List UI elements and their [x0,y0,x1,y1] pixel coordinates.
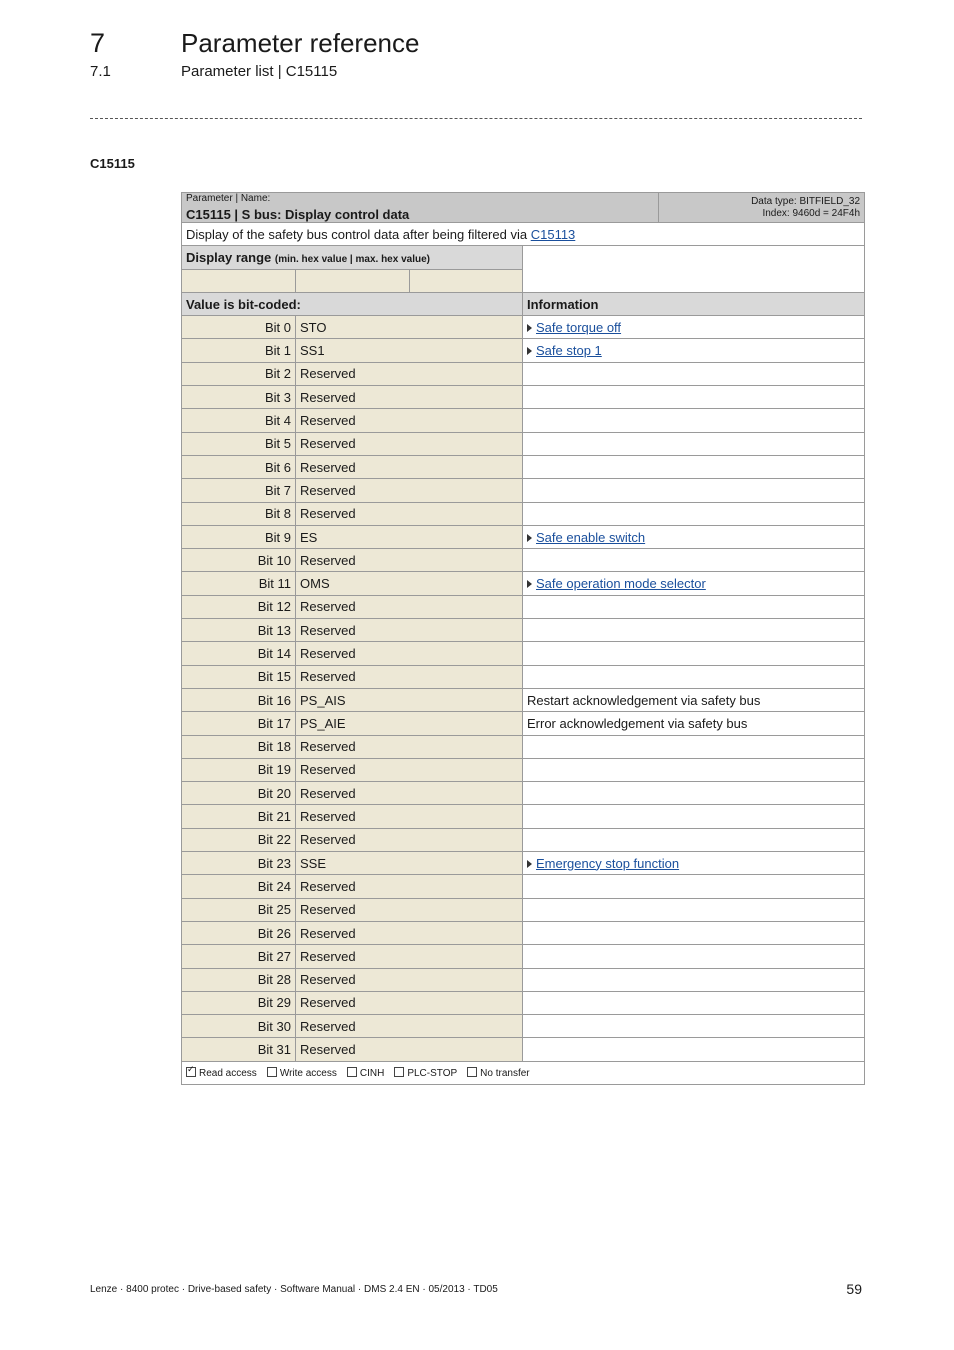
bit-information [523,805,865,828]
access-item [394,1068,457,1079]
bit-number: Bit 14 [182,642,296,665]
bit-number: Bit 12 [182,595,296,618]
bit-name: Reserved [296,665,523,688]
bit-number: Bit 9 [182,525,296,548]
access-label: CINH [359,1067,385,1079]
table-row [182,549,865,572]
table-row [182,968,865,991]
info-link[interactable]: Safe enable switch [536,529,646,545]
bit-number: Bit 27 [182,945,296,968]
table-row [182,735,865,758]
page-number: 59 [846,1281,862,1297]
bit-number: Bit 17 [182,712,296,735]
bit-name: ES [296,525,523,548]
bit-information [523,945,865,968]
parameter-table [181,192,865,1085]
bit-information [523,432,865,455]
bit-information [523,409,865,432]
info-text: Error acknowledgement via safety bus [527,715,748,731]
table-row [182,921,865,944]
bit-number: Bit 8 [182,502,296,525]
table-row [182,875,865,898]
triangle-right-icon [527,860,532,868]
bit-number: Bit 2 [182,362,296,385]
info-text: Restart acknowledgement via safety bus [527,692,761,708]
bit-name: Reserved [296,479,523,502]
info-link[interactable]: Safe operation mode selector [536,576,706,592]
bit-name: Reserved [296,991,523,1014]
unchecked-box-icon [394,1067,404,1077]
access-item [267,1068,337,1079]
bit-information [523,1015,865,1038]
bit-information [523,316,865,339]
bit-information [523,921,865,944]
table-row [182,1015,865,1038]
header-divider [90,118,862,119]
access-label: Read access [199,1067,257,1079]
section-number: 7.1 [90,63,111,80]
description-cell [182,223,865,246]
table-row [182,619,865,642]
access-label: No transfer [480,1067,530,1079]
bit-information [523,782,865,805]
description-link[interactable]: C15113 [530,226,576,242]
bit-information [523,642,865,665]
section-title: Parameter list | C15115 [181,63,338,80]
bit-name: Reserved [296,502,523,525]
bit-name: Reserved [296,642,523,665]
bit-number: Bit 4 [182,409,296,432]
table-row [182,362,865,385]
display-range-label: Display range [186,249,272,265]
access-cell [182,1061,865,1084]
data-type-cell [659,193,865,223]
bitcoded-header-row [182,292,865,315]
bit-information [523,968,865,991]
bit-information [523,991,865,1014]
bit-information [523,549,865,572]
bit-name: Reserved [296,968,523,991]
parameter-name-cell [182,193,659,223]
information-label: Information [523,292,865,315]
table-row [182,409,865,432]
access-item [467,1068,529,1079]
bit-name: Reserved [296,735,523,758]
bit-name: Reserved [296,619,523,642]
bit-number: Bit 19 [182,758,296,781]
bit-information [523,362,865,385]
table-row [182,945,865,968]
bit-name: PS_AIE [296,712,523,735]
bit-information [523,525,865,548]
bit-information [523,572,865,595]
table-row [182,712,865,735]
bit-name: STO [296,316,523,339]
bit-number: Bit 13 [182,619,296,642]
access-item [347,1068,384,1079]
bitcoded-label: Value is bit-coded: [182,292,523,315]
description-row [182,223,865,246]
info-link[interactable]: Safe torque off [536,319,622,335]
range-min-cell [182,269,296,292]
table-row [182,455,865,478]
table-row [182,665,865,688]
bit-name: Reserved [296,409,523,432]
triangle-right-icon [527,534,532,542]
table-row [182,805,865,828]
bit-name: Reserved [296,386,523,409]
bit-number: Bit 20 [182,782,296,805]
chapter-title: Parameter reference [181,28,420,58]
bit-name: Reserved [296,362,523,385]
bit-number: Bit 16 [182,688,296,711]
bit-name: Reserved [296,828,523,851]
chapter-number: 7 [90,28,106,58]
bit-number: Bit 15 [182,665,296,688]
display-range-label-cell [182,246,523,269]
info-link[interactable]: Emergency stop function [536,855,680,871]
bit-information [523,828,865,851]
info-link[interactable]: Safe stop 1 [536,343,602,359]
bit-number: Bit 10 [182,549,296,572]
table-row [182,688,865,711]
table-row [182,595,865,618]
range-max-cell [410,269,523,292]
bit-information [523,758,865,781]
table-header-row [182,193,865,223]
unchecked-box-icon [347,1067,357,1077]
checked-box-icon [186,1067,196,1077]
parameter-name-label: Parameter | Name: [186,193,271,204]
bit-number: Bit 0 [182,316,296,339]
table-row [182,502,865,525]
access-label: PLC-STOP [407,1067,458,1079]
display-range-row [182,246,865,269]
bit-number: Bit 29 [182,991,296,1014]
bit-name: OMS [296,572,523,595]
access-item [186,1068,257,1079]
bit-information [523,502,865,525]
bit-information [523,455,865,478]
bit-information [523,875,865,898]
access-row [182,1061,865,1084]
bit-number: Bit 25 [182,898,296,921]
bit-number: Bit 30 [182,1015,296,1038]
bit-number: Bit 5 [182,432,296,455]
bit-information [523,898,865,921]
range-mid-cell [296,269,410,292]
table-row [182,991,865,1014]
description-text: Display of the safety bus control data after being filtered via [186,226,528,242]
table-row [182,572,865,595]
triangle-right-icon [527,347,532,355]
table-row [182,316,865,339]
bit-number: Bit 28 [182,968,296,991]
bit-name: PS_AIS [296,688,523,711]
bit-information [523,1038,865,1061]
table-row [182,828,865,851]
table-row [182,432,865,455]
bit-name: Reserved [296,1038,523,1061]
bit-number: Bit 1 [182,339,296,362]
bit-number: Bit 11 [182,572,296,595]
bit-name: Reserved [296,432,523,455]
bit-information [523,712,865,735]
data-type: Data type: BITFIELD_32 [751,195,861,207]
bit-information [523,595,865,618]
bit-name: SS1 [296,339,523,362]
table-row [182,898,865,921]
table-row [182,782,865,805]
bit-number: Bit 3 [182,386,296,409]
bit-information [523,735,865,758]
bit-information [523,852,865,875]
bit-name: Reserved [296,595,523,618]
triangle-right-icon [527,580,532,588]
display-range-sub: (min. hex value | max. hex value) [274,253,430,265]
table-row [182,339,865,362]
bit-information [523,665,865,688]
bit-number: Bit 24 [182,875,296,898]
parameter-name: C15115 | S bus: Display control data [186,207,410,222]
bit-information [523,479,865,502]
table-row [182,1038,865,1061]
bit-number: Bit 23 [182,852,296,875]
bit-name: Reserved [296,782,523,805]
bit-number: Bit 22 [182,828,296,851]
bit-number: Bit 26 [182,921,296,944]
unchecked-box-icon [267,1067,277,1077]
bit-number: Bit 18 [182,735,296,758]
triangle-right-icon [527,324,532,332]
bit-name: Reserved [296,898,523,921]
bit-name: Reserved [296,945,523,968]
table-row [182,386,865,409]
bit-name: SSE [296,852,523,875]
bit-number: Bit 31 [182,1038,296,1061]
bit-information [523,619,865,642]
table-row [182,479,865,502]
table-row [182,525,865,548]
bit-name: Reserved [296,805,523,828]
bit-name: Reserved [296,921,523,944]
index-value: Index: 9460d = 24F4h [762,207,861,219]
bit-information [523,386,865,409]
bit-information [523,339,865,362]
bit-number: Bit 7 [182,479,296,502]
parameter-heading: C15115 [90,156,135,171]
bit-information [523,688,865,711]
bit-number: Bit 21 [182,805,296,828]
bit-name: Reserved [296,455,523,478]
footer-text: Lenze · 8400 protec · Drive-based safety · Software Manual · DMS 2.4 EN · 05/2013 · TD05 [90,1284,498,1295]
access-label: Write access [279,1067,337,1079]
table-row [182,758,865,781]
bit-name: Reserved [296,1015,523,1038]
bit-number: Bit 6 [182,455,296,478]
bit-name: Reserved [296,549,523,572]
unchecked-box-icon [467,1067,477,1077]
display-range-info-cell [523,246,865,293]
table-row [182,642,865,665]
bit-name: Reserved [296,875,523,898]
table-row [182,852,865,875]
bit-name: Reserved [296,758,523,781]
